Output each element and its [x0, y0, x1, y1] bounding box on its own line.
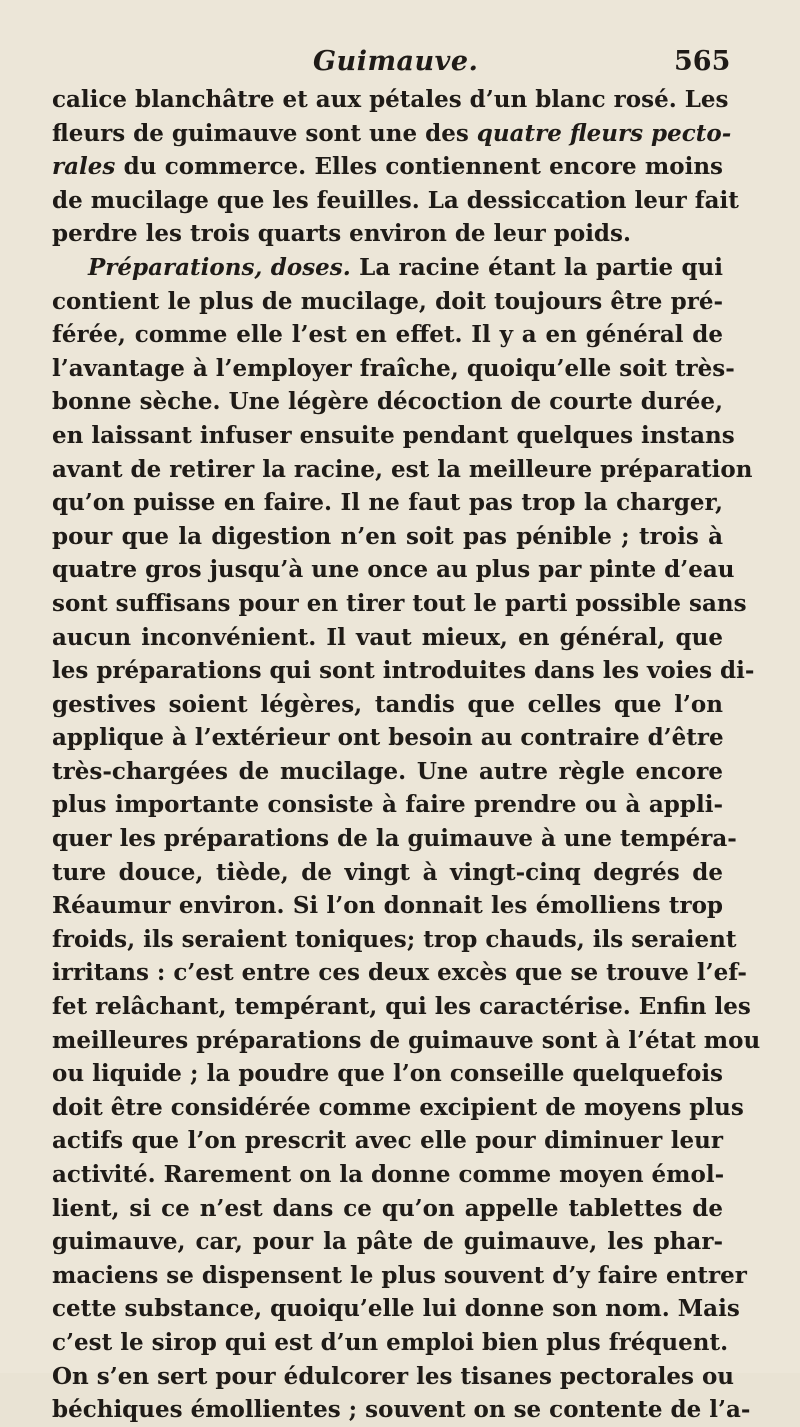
- text-line: quatre gros jusqu’à une once au plus par pinte d’eau: [52, 556, 735, 584]
- text-span: La racine étant la partie qui: [350, 253, 723, 281]
- page-header: [0, 46, 800, 86]
- text-line: ou liquide ; la poudre que l’on conseille quelquefois: [52, 1060, 723, 1088]
- text-line: lient, si ce n’est dans ce qu’on appelle tablettes de: [52, 1194, 723, 1222]
- text-line: On s’en sert pour édulcorer les tisanes pectorales ou: [52, 1362, 735, 1390]
- text-span: fleurs de guimauve sont une des: [52, 119, 477, 147]
- text-line: plus importante consiste à faire prendre ou à appli-: [52, 791, 723, 819]
- text-line: les préparations qui sont introduites dans les voies di-: [52, 657, 755, 685]
- text-line: [52, 117, 732, 151]
- body-text: [52, 83, 761, 1427]
- text-line: béchiques émollientes ; souvent on se contente de l’a-: [52, 1396, 751, 1424]
- text-line: meilleures préparations de guimauve sont à l’état mou: [52, 1026, 761, 1054]
- text-line: irritans : c’est entre ces deux excès que se trouve l’ef-: [52, 959, 747, 987]
- text-line: c’est le sirop qui est d’un emploi bien plus fréquent.: [52, 1328, 729, 1356]
- text-line: aucun inconvénient. Il vaut mieux, en général, que: [52, 623, 723, 651]
- text-line: férée, comme elle l’est en effet. Il y a en général de: [52, 321, 723, 349]
- text-line: applique à l’extérieur ont besoin au contraire d’être: [52, 724, 724, 752]
- text-line: contient le plus de mucilage, doit toujours être pré-: [52, 287, 723, 315]
- section-heading: Préparations, doses.: [88, 253, 351, 281]
- text-span: du commerce. Elles contiennent encore moins: [115, 153, 723, 181]
- italic-term: quatre fleurs pecto-: [476, 119, 732, 147]
- text-line: qu’on puisse en faire. Il ne faut pas trop la charger,: [52, 489, 723, 517]
- text-line: avant de retirer la racine, est la meilleure préparation: [52, 455, 753, 483]
- text-line: ture douce, tiède, de vingt à vingt-cinq degrés de: [52, 858, 723, 886]
- italic-term: rales: [52, 153, 116, 181]
- text-line: très-chargées de mucilage. Une autre règle encore: [52, 757, 723, 785]
- text-line: maciens se dispensent le plus souvent d’y faire entrer: [52, 1261, 747, 1289]
- text-line: pour que la digestion n’en soit pas pénible ; trois à: [52, 522, 723, 550]
- text-line: bonne sèche. Une légère décoction de courte durée,: [52, 388, 723, 416]
- running-head: Guimauve.: [313, 46, 479, 77]
- text-line: quer les préparations de la guimauve à une tempéra-: [52, 825, 737, 853]
- text-line: perdre les trois quarts environ de leur poids.: [52, 220, 631, 248]
- text-line: cette substance, quoiqu’elle lui donne son nom. Mais: [52, 1295, 740, 1323]
- text-line: guimauve, car, pour la pâte de guimauve, les phar-: [52, 1228, 723, 1256]
- text-line: doit être considérée comme excipient de moyens plus: [52, 1093, 744, 1121]
- text-line: en laissant infuser ensuite pendant quelques instans: [52, 421, 735, 449]
- text-line: fet relâchant, tempérant, qui les caractérise. Enfin les: [52, 993, 751, 1021]
- text-line: Réaumur environ. Si l’on donnait les émolliens trop: [52, 892, 723, 920]
- text-line: [52, 251, 723, 285]
- text-line: sont suffisans pour en tirer tout le parti possible sans: [52, 589, 747, 617]
- paragraph: [52, 83, 739, 251]
- text-line: calice blanchâtre et aux pétales d’un blanc rosé. Les: [52, 86, 729, 113]
- page-number: 565: [674, 46, 731, 77]
- text-line: gestives soient légères, tandis que celles que l’on: [52, 690, 723, 718]
- text-line: l’avantage à l’employer fraîche, quoiqu’elle soit très-: [52, 354, 735, 382]
- text-line: actifs que l’on prescrit avec elle pour diminuer leur: [52, 1127, 723, 1155]
- text-line: froids, ils seraient toniques; trop chauds, ils seraient: [52, 925, 737, 953]
- paragraph: [52, 251, 761, 1427]
- text-line: de mucilage que les feuilles. La dessiccation leur fait: [52, 186, 739, 214]
- text-line: [52, 150, 723, 184]
- text-line: activité. Rarement on la donne comme moyen émol-: [52, 1161, 725, 1188]
